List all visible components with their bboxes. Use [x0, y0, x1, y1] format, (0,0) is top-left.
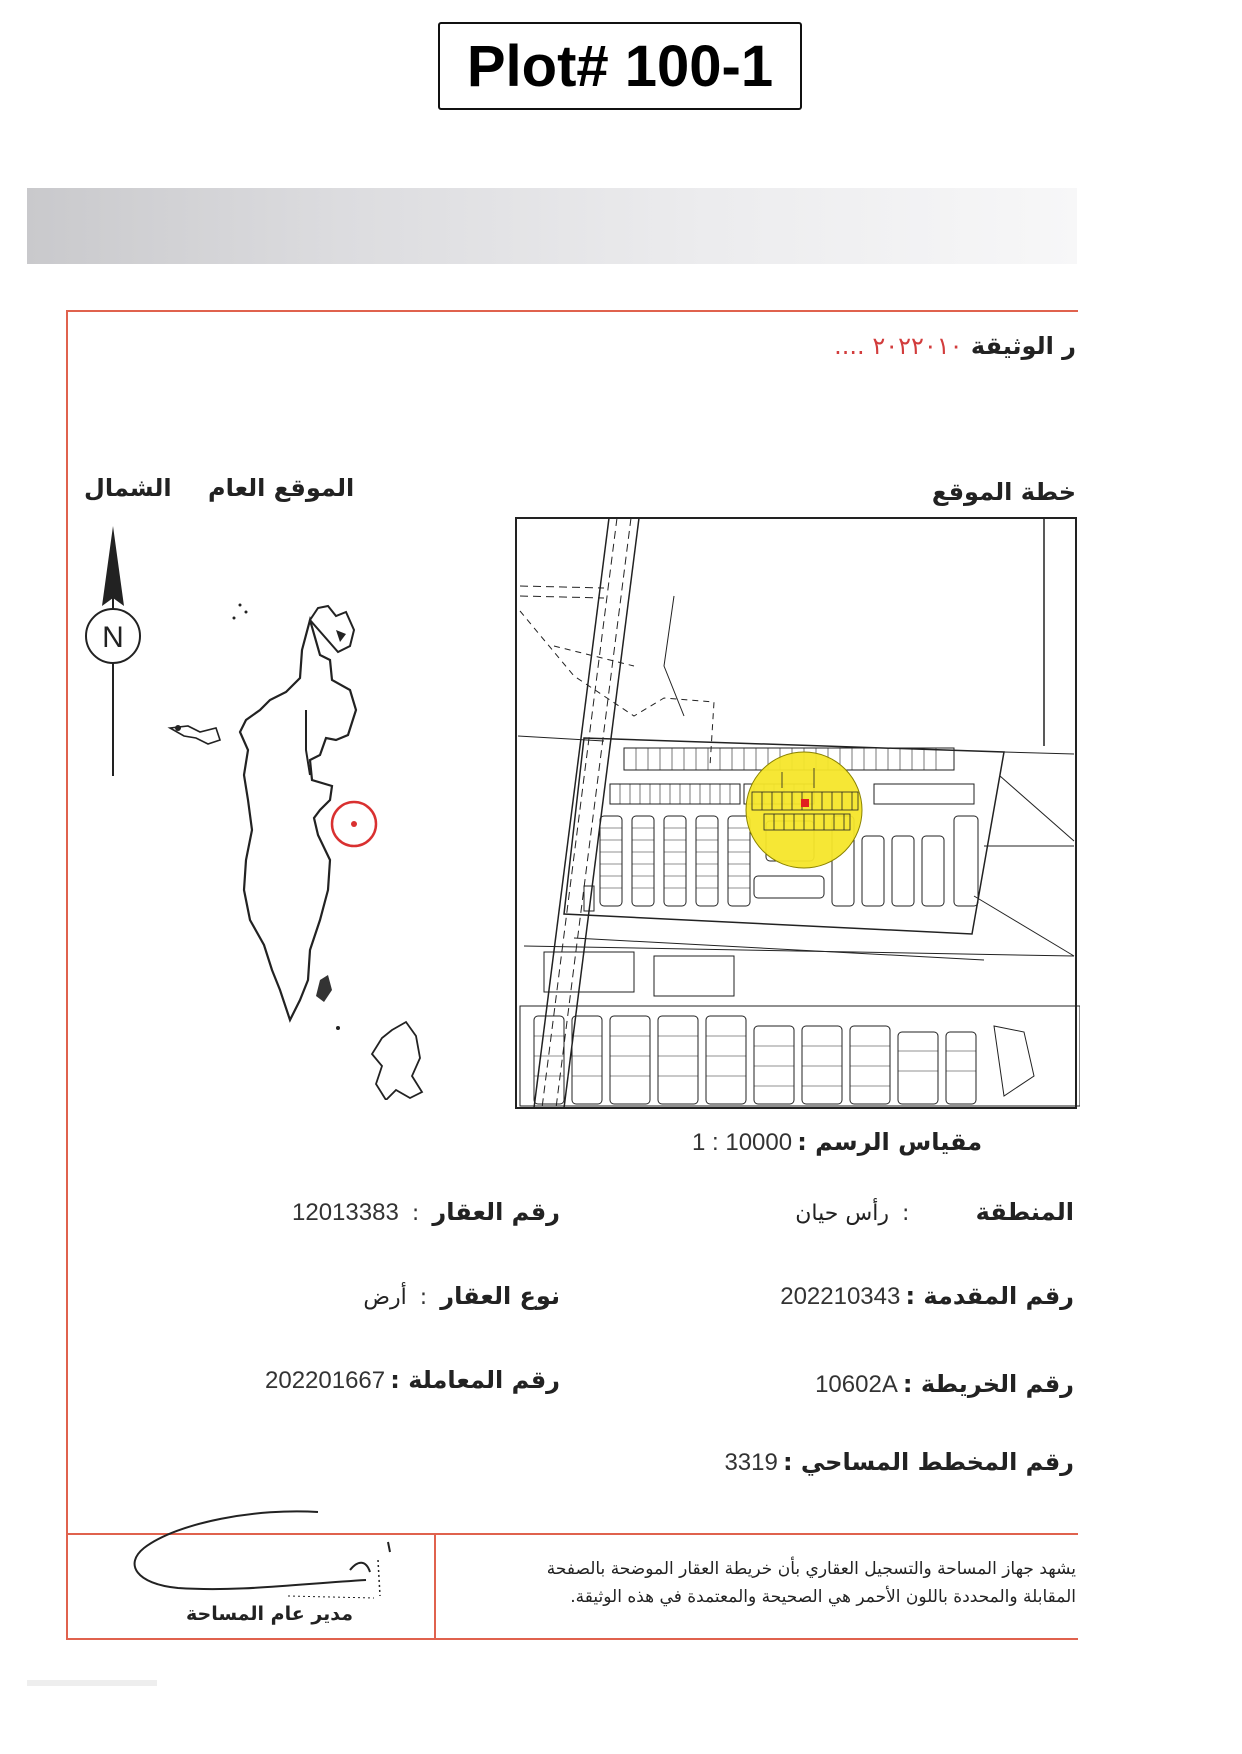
property-type-value: أرض [363, 1285, 407, 1310]
property-type-colon: : [419, 1285, 428, 1310]
scan-shadow-band [27, 188, 1077, 264]
scale [692, 1128, 982, 1157]
region-field [795, 1198, 1074, 1226]
document-number-value: ٢٠٢٢٠١٠ .... [834, 332, 963, 360]
transaction-no-label: رقم المعاملة : [390, 1366, 560, 1394]
transaction-no-field [265, 1366, 560, 1395]
survey-plan-label: رقم المخطط المساحي : [782, 1448, 1074, 1476]
site-plan-label: خطة الموقع [931, 478, 1076, 506]
map-no-field [815, 1370, 1074, 1399]
certification-text [486, 1555, 1076, 1611]
scan-shadow-band-bottom [27, 1680, 157, 1686]
region-label: المنطقة [975, 1198, 1074, 1226]
property-no-value: 12013383 [292, 1199, 399, 1226]
application-no-value: 202210343 [780, 1283, 901, 1310]
plot-title: Plot# 100-1 [438, 22, 802, 110]
property-no-label: رقم العقار [432, 1198, 560, 1226]
signature-icon [118, 1500, 418, 1610]
transaction-no-value: 202201667 [265, 1367, 386, 1394]
north-arrow-icon [80, 518, 146, 788]
map-no-label: رقم الخريطة : [902, 1370, 1074, 1398]
general-location-map [160, 560, 460, 1100]
survey-plan-field [724, 1448, 1074, 1477]
document-number [834, 332, 1076, 360]
property-no-field [292, 1198, 560, 1227]
general-location-label: الموقع العام [208, 474, 355, 502]
map-no-value: 10602A [815, 1371, 898, 1398]
property-no-colon: : [411, 1201, 420, 1226]
signatory-label: مدير عام المساحة [186, 1603, 354, 1625]
plot-marker-icon [801, 799, 809, 807]
scale-label: مقياس الرسم : [797, 1128, 983, 1156]
region-value: رأس حيان [795, 1201, 889, 1226]
survey-plan-value: 3319 [724, 1449, 778, 1476]
application-no-field [780, 1282, 1074, 1311]
application-no-label: رقم المقدمة : [905, 1282, 1074, 1310]
document-number-label: ر الوثيقة [970, 332, 1076, 360]
footer-divider-line [434, 1533, 436, 1638]
certification-line-1: يشهد جهاز المساحة والتسجيل العقاري بأن خريطة العقار الموضحة بالصفحة [546, 1559, 1076, 1579]
north-label: الشمال [84, 474, 172, 502]
region-colon: : [902, 1201, 910, 1226]
property-type-label: نوع العقار [440, 1282, 560, 1310]
certification-line-2: المقابلة والمحددة باللون الأحمر هي الصحيحة والمعتمدة في هذه الوثيقة. [570, 1587, 1076, 1607]
scale-value: 1 : 10000 [692, 1129, 793, 1156]
property-type-field [363, 1282, 560, 1310]
site-plan-map [514, 516, 1080, 1112]
footer-bottom-line [66, 1638, 1078, 1640]
north-letter: N [102, 621, 124, 654]
